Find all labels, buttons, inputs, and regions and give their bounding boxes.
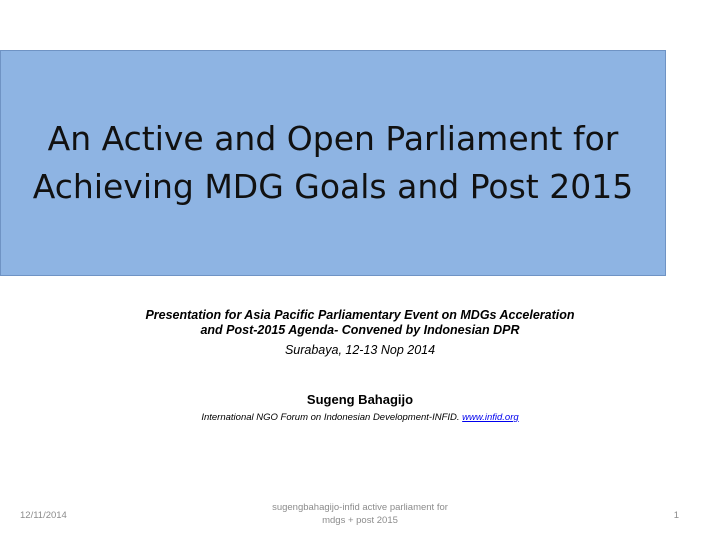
title-box [0, 50, 666, 276]
affiliation-text: International NGO Forum on Indonesian Development-INFID. [201, 412, 460, 423]
page-number: 1 [673, 510, 679, 521]
location-date: Surabaya, 12-13 Nop 2014 [284, 343, 436, 357]
title-line-1: An Active and Open Parliament for [47, 119, 619, 158]
affiliation [60, 412, 660, 424]
infid-website-link[interactable]: www.infid.org [462, 412, 519, 423]
footer-center-line-1: sugengbahagijo-infid active parliament for [272, 502, 448, 513]
presentation-subtitle [60, 308, 660, 338]
footer-center-text [240, 501, 480, 527]
footer-date: 12/11/2014 [20, 510, 67, 521]
title-line-2: Achieving MDG Goals and Post 2015 [32, 167, 634, 206]
author-name: Sugeng Bahagijo [306, 392, 414, 407]
subtitle-line-1: Presentation for Asia Pacific Parliamentary Event on MDGs Acceleration [145, 308, 575, 322]
subtitle-line-2: and Post-2015 Agenda- Convened by Indonesian DPR [200, 323, 520, 337]
footer-center-line-2: mdgs + post 2015 [322, 515, 398, 526]
